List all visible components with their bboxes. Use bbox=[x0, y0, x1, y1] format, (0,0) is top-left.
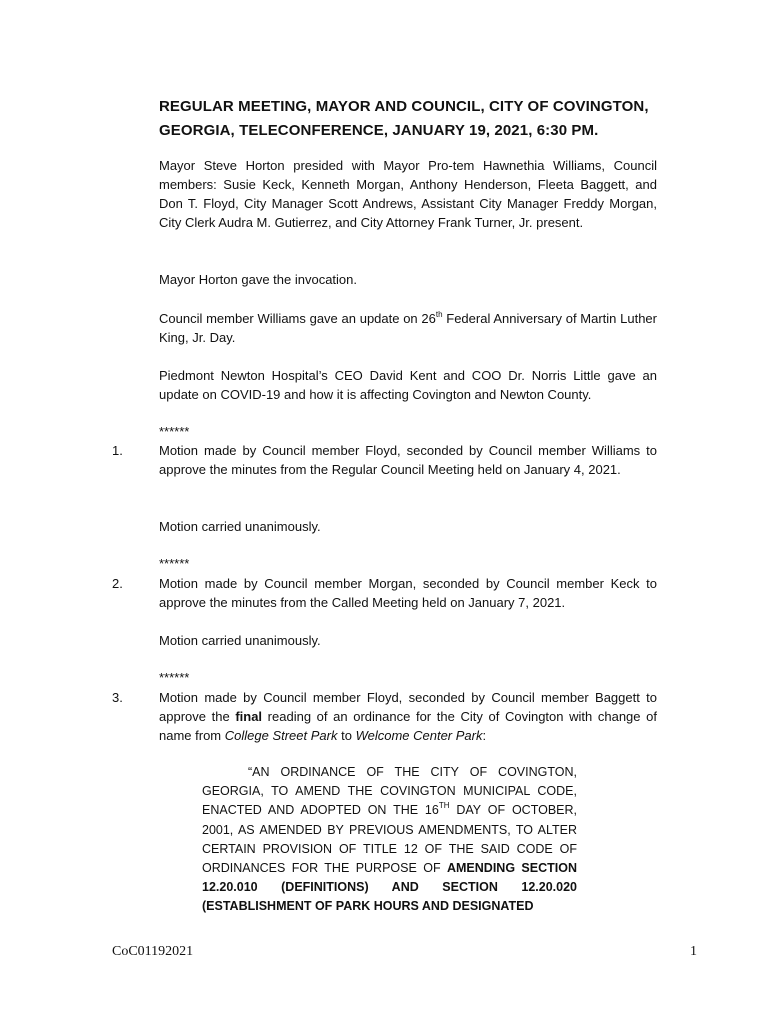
separator-2: ****** bbox=[159, 556, 190, 571]
title-line-1: REGULAR MEETING, MAYOR AND COUNCIL, CITY OF COVINGTON, bbox=[159, 98, 649, 115]
mlk-superscript: th bbox=[435, 309, 443, 319]
mlk-paragraph bbox=[159, 309, 657, 347]
mlk-text-1: Council member Williams gave an update on 26 bbox=[159, 311, 436, 326]
ordinance-superscript: TH bbox=[438, 801, 450, 811]
item-3-text-c: to bbox=[337, 728, 356, 743]
item-3-number: 3. bbox=[112, 690, 123, 705]
item-2-number: 2. bbox=[112, 576, 123, 591]
item-3-text-a: Motion made by Council member Floyd, seconded by Council member Baggett to approve the bbox=[159, 690, 657, 724]
attendance-paragraph: Mayor Steve Horton presided with Mayor Pro-tem Hawnethia Williams, Council members: Susie Keck, Kenneth Morgan, Anthony Henderson, Fleeta Baggett, and Don T. Floyd, City Manager Scott Andrews, Assistant City Manager Freddy Morgan, City Clerk Audra M. Gutierrez, and City Attorney Frank Turner, Jr. present. bbox=[159, 158, 657, 230]
item-1-number: 1. bbox=[112, 443, 123, 458]
ordinance-text-1: “AN ORDINANCE OF THE CITY OF COVINGTON, GEORGIA, TO AMEND THE COVINGTON MUNICIPAL CODE, ENACTED AND ADOPTED ON THE 16 bbox=[202, 765, 577, 818]
item-1-motion: Motion made by Council member Floyd, seconded by Council member Williams to approve the minutes from the Regular Council Meeting held on January 4, 2021. bbox=[159, 443, 657, 477]
footer-doc-id: CoC01192021 bbox=[112, 944, 194, 959]
item-2-result: Motion carried unanimously. bbox=[159, 633, 321, 648]
item-1-result: Motion carried unanimously. bbox=[159, 519, 321, 534]
item-3-motion bbox=[159, 688, 657, 745]
item-3-old-park-name: College Street Park bbox=[224, 728, 338, 743]
item-3-text-d: : bbox=[482, 728, 487, 743]
item-3-final-emphasis: final bbox=[235, 709, 263, 724]
separator-3: ****** bbox=[159, 670, 190, 685]
invocation-paragraph: Mayor Horton gave the invocation. bbox=[159, 272, 357, 287]
item-2-motion: Motion made by Council member Morgan, seconded by Council member Keck to approve the minutes from the Called Meeting held on January 7, 2021. bbox=[159, 576, 657, 610]
ordinance-bold-text: AMENDING SECTION 12.20.010 (DEFINITIONS) AND SECTION 12.20.020 (ESTABLISHMENT OF PARK HOURS AND DESIGNATED bbox=[202, 861, 577, 914]
mlk-text-2: Federal Anniversary of Martin Luther King, Jr. Day. bbox=[159, 311, 657, 345]
title-line-2: GEORGIA, TELECONFERENCE, JANUARY 19, 2021, 6:30 PM. bbox=[159, 122, 599, 139]
hospital-paragraph: Piedmont Newton Hospital’s CEO David Kent and COO Dr. Norris Little gave an update on COVID-19 and how it is affecting Covington and Newton County. bbox=[159, 368, 657, 402]
separator-1: ****** bbox=[159, 424, 190, 439]
item-3-text-b: reading of an ordinance for the City of Covington with change of name from bbox=[159, 709, 657, 743]
footer-page-number: 1 bbox=[690, 944, 697, 959]
item-3-new-park-name: Welcome Center Park bbox=[355, 728, 483, 743]
ordinance-text-2: DAY OF OCTOBER, 2001, AS AMENDED BY PREVIOUS AMENDMENTS, TO ALTER CERTAIN PROVISION OF TITLE 12 OF THE SAID CODE OF ORDINANCES FOR THE PURPOSE OF bbox=[202, 803, 577, 876]
page-title bbox=[159, 95, 659, 143]
ordinance-quote bbox=[202, 763, 577, 917]
